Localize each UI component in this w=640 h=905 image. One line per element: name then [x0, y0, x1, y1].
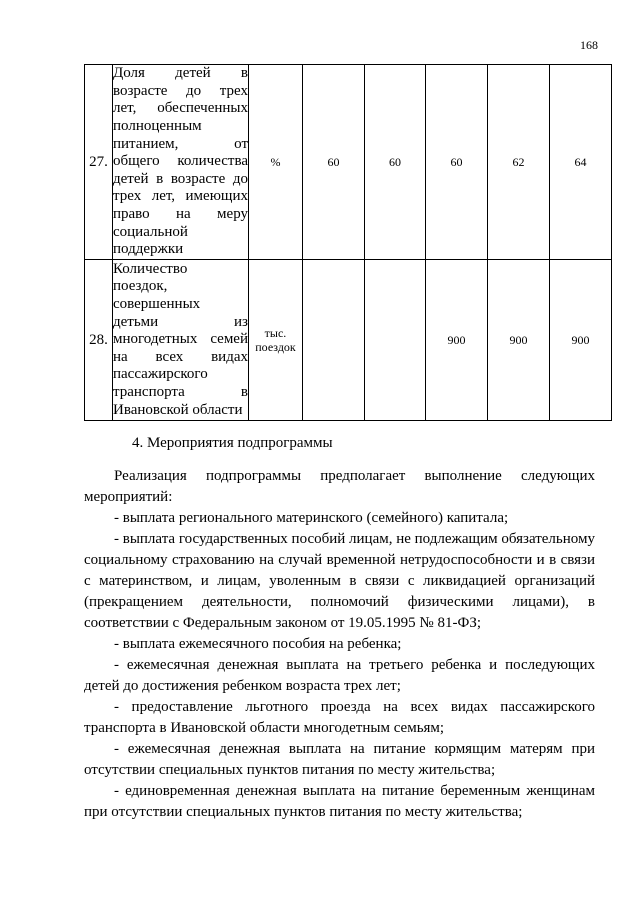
indicator-line: пассажирского	[113, 366, 208, 383]
measure-item: - единовременная денежная выплата на питание беременным женщинам при отсутствии специальных пунктов питания по месту жительства;	[84, 783, 595, 820]
indicator-line: поддержки	[113, 241, 184, 258]
indicator-line: Ивановской области	[113, 401, 243, 418]
table-row	[85, 260, 612, 421]
indicator-line: лет, обеспеченных	[113, 100, 248, 117]
row-number: 28.	[85, 260, 113, 421]
measure-item: - выплата ежемесячного пособия на ребенка;	[114, 636, 402, 652]
indicator-line: питанием, от	[113, 135, 248, 152]
indicator-line: общего количества	[113, 153, 248, 170]
indicator-name	[113, 65, 249, 260]
indicator-line: поездок,	[113, 278, 168, 295]
row-number: 27.	[85, 65, 113, 260]
indicator-line: возрасте до трех	[113, 82, 248, 99]
value-cell	[365, 260, 426, 421]
indicator-line: совершенных	[113, 296, 201, 313]
indicator-line: транспорта в	[113, 383, 248, 400]
value-cell: 60	[365, 65, 426, 260]
value-cell: 900	[488, 260, 550, 421]
section-content	[84, 466, 595, 823]
value-cell: 60	[426, 65, 488, 260]
measure-item: - выплата государственных пособий лицам, не подлежащим обязательному социальному страхованию на случай временной нетрудоспособности и в связи с материнством, и лицам, уволенным в связи с ликвидацией организаций (прекращением деятельности, полномочий физическими лицами), в соответствии с Федеральным законом от 19.05.1995 № 81-ФЗ;	[84, 531, 595, 631]
value-cell: 64	[550, 65, 612, 260]
measure-item: - предоставление льготного проезда на всех видах пассажирского транспорта в Ивановской области многодетным семьям;	[84, 699, 595, 736]
indicator-line: детьми из	[113, 313, 248, 330]
value-cell: 900	[550, 260, 612, 421]
section-intro: Реализация подпрограммы предполагает выполнение следующих мероприятий:	[84, 468, 595, 505]
unit-cell: %	[249, 65, 303, 260]
section-title: 4. Мероприятия подпрограммы	[132, 435, 333, 451]
measure-item: - ежемесячная денежная выплата на питание кормящим матерям при отсутствии специальных пунктов питания по месту жительства;	[84, 741, 595, 778]
indicator-line: социальной	[113, 223, 188, 240]
indicator-line: детей в возрасте до	[113, 170, 248, 187]
indicator-line: Доля детей в	[113, 65, 248, 82]
unit-cell: тыс. поездок	[249, 260, 303, 421]
value-cell: 60	[303, 65, 365, 260]
indicators-table	[84, 64, 612, 421]
value-cell	[303, 260, 365, 421]
indicator-line: на всех видах	[113, 348, 248, 365]
value-cell: 900	[426, 260, 488, 421]
indicator-line: Количество	[113, 260, 188, 277]
indicator-line: право на меру	[113, 205, 248, 222]
table-row	[85, 65, 612, 260]
measure-item: - ежемесячная денежная выплата на третьего ребенка и последующих детей до достижения ребенком возраста трех лет;	[84, 657, 595, 694]
indicator-name	[113, 260, 249, 421]
page-number: 168	[580, 38, 598, 52]
value-cell: 62	[488, 65, 550, 260]
indicator-line: многодетных семей	[113, 331, 248, 348]
measures-list	[84, 508, 595, 823]
indicator-line: полноценным	[113, 118, 202, 135]
measure-item: - выплата регионального материнского (семейного) капитала;	[114, 510, 509, 526]
indicator-line: трех лет, имеющих	[113, 188, 248, 205]
